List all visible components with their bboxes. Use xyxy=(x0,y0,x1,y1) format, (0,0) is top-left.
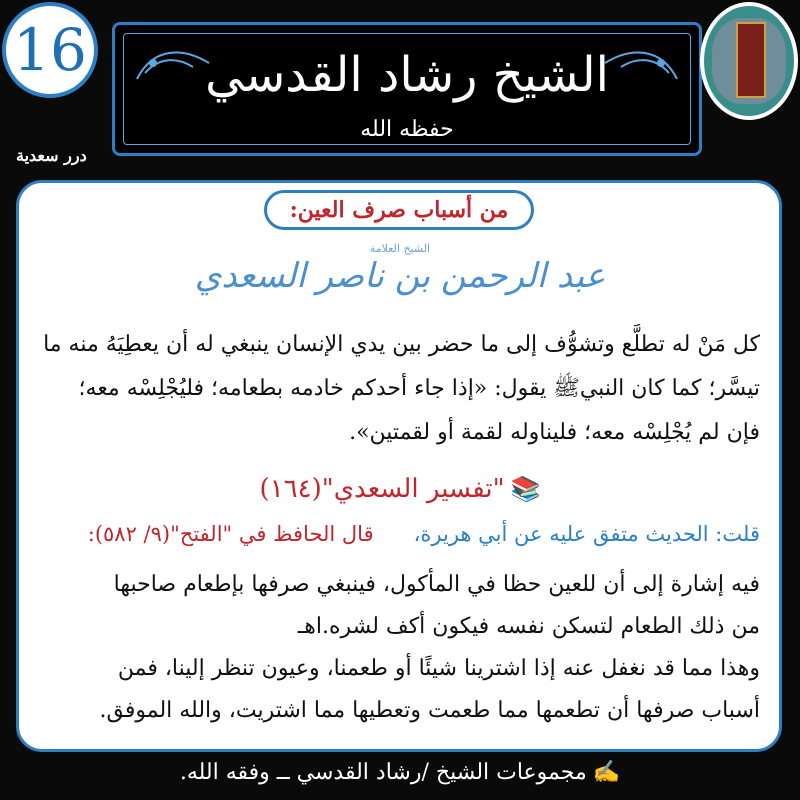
post-number-badge: 16 xyxy=(2,2,98,98)
title-banner xyxy=(112,22,702,156)
footer-credit xyxy=(0,760,800,785)
commentary-line-3: وهذا مما قد نغفل عنه إذا اشترينا شيئًا أو طعمنا، وعيون تنظر إلينا، فمن xyxy=(117,656,760,681)
quote-line-1: كل مَنْ له تطلَّع وتشوُّف إلى ما حضر بين يدي الإنسان ينبغي له أن يعطِيَهُ منه ما xyxy=(43,332,760,357)
books-icon: 📚 xyxy=(510,475,541,503)
source-text: "تفسير السعدي"(١٦٤) xyxy=(259,474,505,504)
writing-hand-icon: ✍ xyxy=(592,760,621,785)
note-hadith-text: قلت: الحديث متفق عليه عن أبي هريرة، xyxy=(413,522,760,546)
book-icon xyxy=(700,2,798,120)
footer-text: مجموعات الشيخ /رشاد القدسي ــ وفقه الله. xyxy=(179,760,587,785)
book-cover xyxy=(736,22,766,98)
note-line xyxy=(88,522,760,546)
commentary-line-4: أسباب صرفها أن تطعمها مما طعمت وتعطيها مما اشتريت، والله الموفق. xyxy=(99,698,760,723)
sheikh-name-title: الشيخ رشاد القدسي xyxy=(205,47,609,103)
quote-line-3: فإن لم يُجْلِسْه معه؛ فليناوله لقمة أو لقمتين». xyxy=(349,420,760,445)
source-citation xyxy=(0,474,800,504)
commentary-line-1: فيه إشارة إلى أن للعين حظا في المأكول، فينبغي صرفها بإطعام صاحبها xyxy=(113,572,760,597)
note-fath-text: قال الحافظ في "الفتح"(٩/ ٥٨٢): xyxy=(87,522,374,546)
author-name-calligraphy: عبد الرحمن بن ناصر السعدي xyxy=(194,256,606,296)
commentary-line-2: من ذلك الطعام لتسكن نفسه فيكون أكف لشره.اهـ xyxy=(297,614,760,639)
blessing-subtitle: حفظه الله xyxy=(360,117,454,142)
author-title: الشيخ العلامة xyxy=(369,242,431,255)
topic-heading: من أسباب صرف العين: xyxy=(264,190,534,230)
quote-line-2: تيسَّر؛ كما كان النبيﷺ يقول: «إذا جاء أحدكم خادمه بطعامه؛ فليُجْلِسْه معه؛ xyxy=(78,376,760,401)
series-tag: درر سعدية xyxy=(16,146,87,165)
